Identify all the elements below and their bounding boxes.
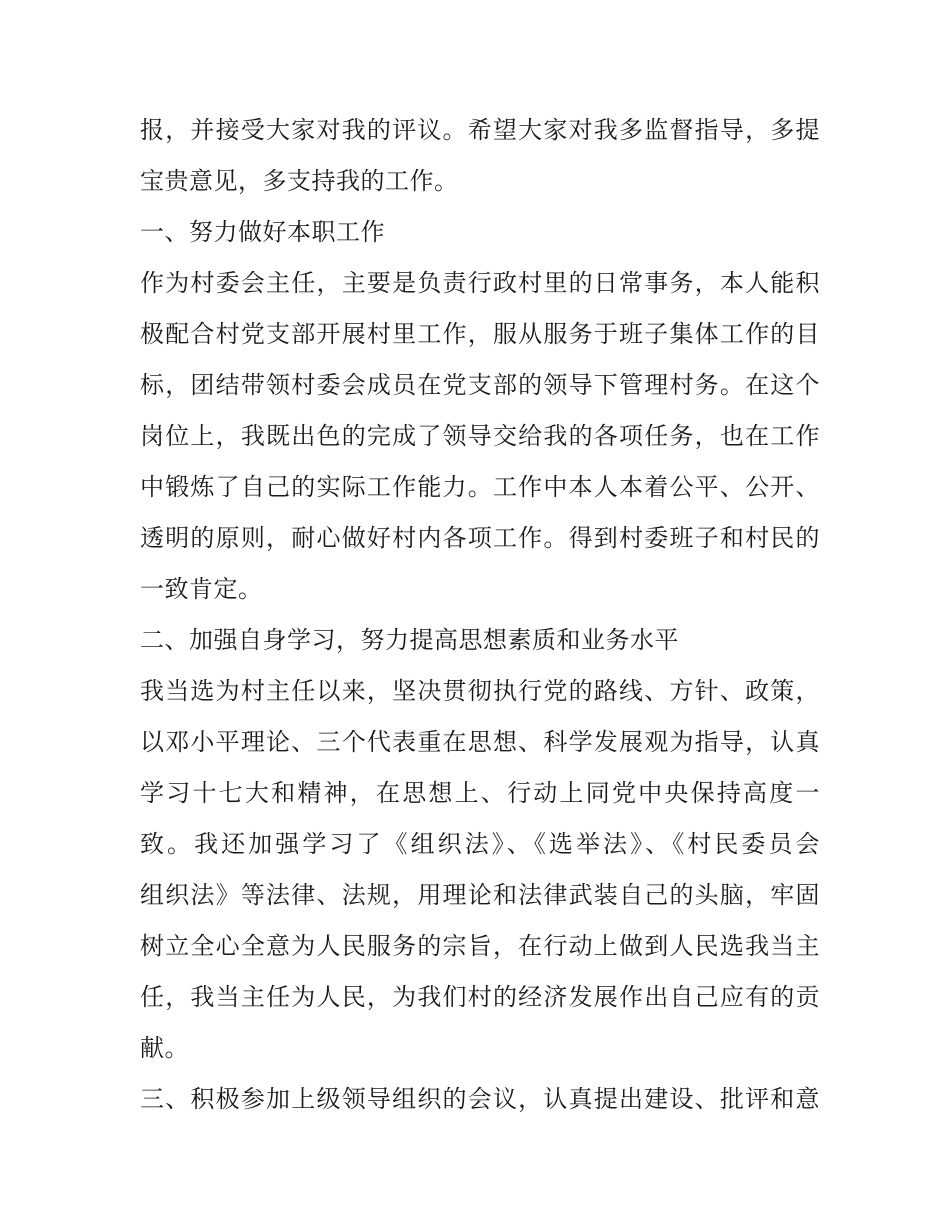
text-line: 树立全心全意为人民服务的宗旨，在行动上做到人民选我当主 — [140, 932, 820, 960]
text-line: 以邓小平理论、三个代表重在思想、科学发展观为指导，认真 — [140, 728, 820, 756]
text-line: 我当选为村主任以来，坚决贯彻执行党的路线、方针、政策， — [140, 677, 820, 705]
text-line: 组织法》等法律、法规，用理论和法律武装自己的头脑，牢固 — [140, 881, 820, 909]
text-line: 作为村委会主任，主要是负责行政村里的日常事务，本人能积 — [140, 269, 820, 297]
text-line: 岗位上，我既出色的完成了领导交给我的各项任务，也在工作 — [140, 422, 820, 450]
text-line: 标，团结带领村委会成员在党支部的领导下管理村务。在这个 — [140, 371, 820, 399]
text-line: 致。我还加强学习了《组织法》、《选举法》、《村民委员会 — [140, 830, 820, 858]
text-line: 宝贵意见，多支持我的工作。 — [140, 167, 459, 195]
text-line: 透明的原则，耐心做好村内各项工作。得到村委班子和村民的 — [140, 524, 820, 552]
text-line: 任，我当主任为人民，为我们村的经济发展作出自己应有的贡 — [140, 983, 820, 1011]
document-body — [140, 105, 820, 1125]
section-heading-3: 三、积极参加上级领导组织的会议，认真提出建设、批评和意 — [140, 1085, 820, 1113]
text-line: 极配合村党支部开展村里工作，服从服务于班子集体工作的目 — [140, 320, 820, 348]
text-line: 中锻炼了自己的实际工作能力。工作中本人本着公平、公开、 — [140, 473, 820, 501]
section-heading-2: 二、加强自身学习，努力提高思想素质和业务水平 — [140, 626, 679, 654]
text-line: 学习十七大和精神，在思想上、行动上同党中央保持高度一 — [140, 779, 820, 807]
text-line: 一致肯定。 — [140, 575, 263, 603]
text-line: 报，并接受大家对我的评议。希望大家对我多监督指导，多提 — [140, 116, 820, 144]
section-heading-1: 一、努力做好本职工作 — [140, 218, 385, 246]
text-line: 献。 — [140, 1034, 189, 1062]
